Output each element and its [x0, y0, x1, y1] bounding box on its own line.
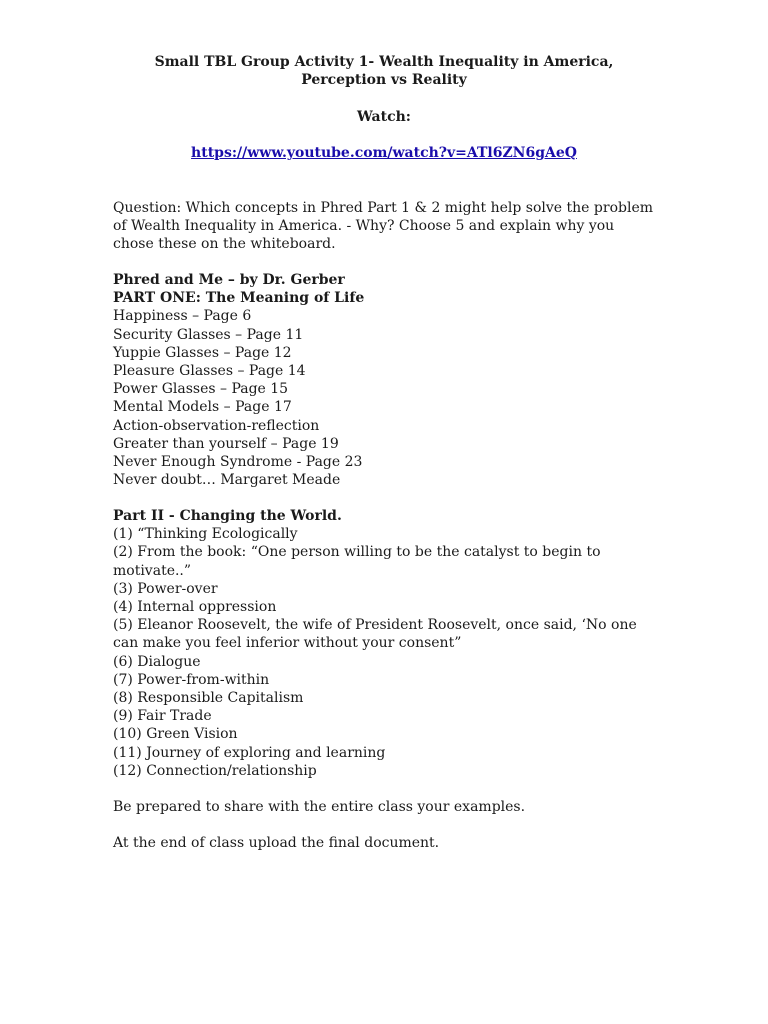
activity-title: Small TBL Group Activity 1- Wealth Inequality in America, Perception vs Reality [154, 54, 614, 89]
list-item: (7) Power-from-within [113, 671, 270, 688]
watch-label: Watch: [357, 109, 411, 125]
list-item: (4) Internal oppression [113, 599, 277, 616]
list-item: (6) Dialogue [113, 653, 201, 670]
part-two-section [113, 507, 658, 780]
list-item: Power Glasses – Page 15 [113, 381, 289, 398]
list-item: Mental Models – Page 17 [113, 399, 292, 416]
upload-instruction: At the end of class upload the final document. [113, 835, 440, 851]
list-item: Yuppie Glasses – Page 12 [113, 344, 292, 361]
list-item: Pleasure Glasses – Page 14 [113, 363, 306, 380]
list-item: (12) Connection/relationship [113, 762, 317, 779]
list-item: Never doubt… Margaret Meade [113, 472, 341, 489]
list-item: Happiness – Page 6 [113, 308, 252, 325]
book-title: Phred and Me – by Dr. Gerber [113, 272, 345, 288]
list-item: (5) Eleanor Roosevelt, the wife of President Roosevelt, once said, ‘No one can make you feel inferior without your consent” [113, 617, 637, 652]
list-item: (9) Fair Trade [113, 708, 212, 725]
list-item: (10) Green Vision [113, 726, 238, 743]
list-item: (3) Power-over [113, 580, 218, 597]
list-item: Greater than yourself – Page 19 [113, 435, 339, 452]
share-instruction: Be prepared to share with the entire class your examples. [113, 799, 526, 815]
list-item: (1) “Thinking Ecologically [113, 526, 298, 543]
list-item: Security Glasses – Page 11 [113, 326, 304, 343]
part-two-heading: Part II - Changing the World. [113, 508, 342, 524]
list-item: Never Enough Syndrome - Page 23 [113, 454, 363, 471]
question-text: Question: Which concepts in Phred Part 1 & 2 might help solve the problem of Wealth Inequality in America. - Why? Choose 5 and explain why you chose these on the whiteboard. [113, 200, 654, 253]
list-item: (11) Journey of exploring and learning [113, 744, 386, 761]
list-item: (2) From the book: “One person willing to be the catalyst to begin to motivate..” [113, 544, 601, 579]
video-link[interactable]: https://www.youtube.com/watch?v=ATl6ZN6gAeQ [191, 145, 577, 161]
list-item: (8) Responsible Capitalism [113, 690, 304, 707]
part-one-heading: PART ONE: The Meaning of Life [113, 290, 365, 307]
part-one-section [113, 271, 658, 489]
list-item: Action-observation-reflection [113, 417, 320, 434]
